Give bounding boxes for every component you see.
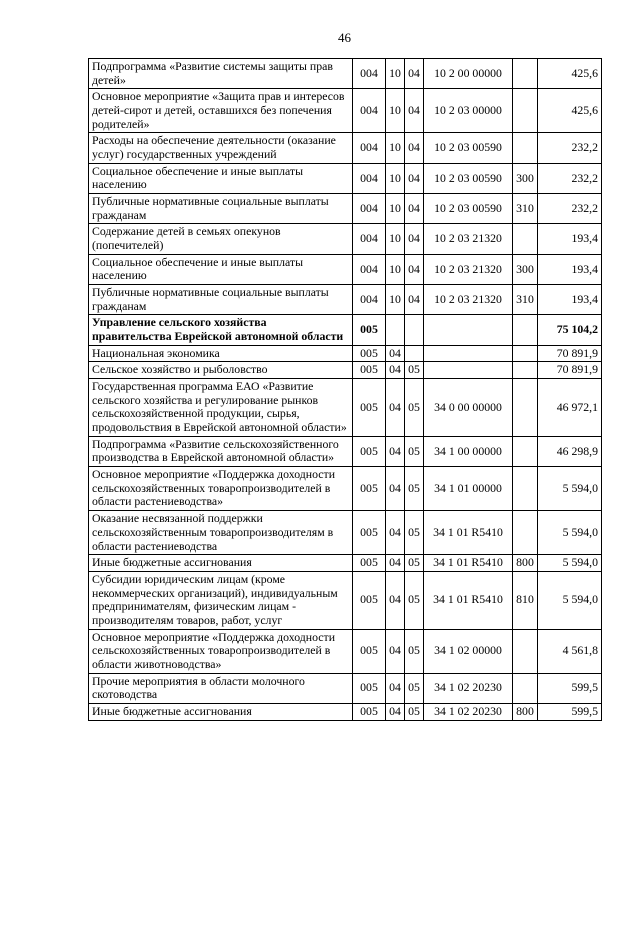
cell-grbs: 005 — [353, 571, 386, 629]
cell-vr: 310 — [513, 285, 538, 315]
cell-pr — [405, 315, 424, 345]
table-row — [89, 89, 602, 133]
cell-rz: 10 — [386, 285, 405, 315]
cell-pr: 05 — [405, 362, 424, 379]
cell-grbs: 004 — [353, 254, 386, 284]
cell-csr: 10 2 03 21320 — [424, 285, 513, 315]
cell-vr — [513, 59, 538, 89]
cell-pr: 05 — [405, 571, 424, 629]
cell-rz: 04 — [386, 673, 405, 703]
cell-grbs: 005 — [353, 436, 386, 466]
cell-sum: 232,2 — [538, 133, 602, 163]
cell-vr — [513, 133, 538, 163]
cell-pr: 04 — [405, 285, 424, 315]
cell-pr: 04 — [405, 89, 424, 133]
cell-name: Публичные нормативные социальные выплаты гражданам — [89, 194, 353, 224]
cell-vr: 800 — [513, 703, 538, 720]
cell-grbs: 005 — [353, 379, 386, 437]
cell-vr: 310 — [513, 194, 538, 224]
cell-vr: 800 — [513, 555, 538, 572]
cell-pr: 05 — [405, 379, 424, 437]
cell-grbs: 004 — [353, 133, 386, 163]
cell-name: Основное мероприятие «Поддержка доходности сельскохозяйственных товаропроизводителей в области растениеводства» — [89, 467, 353, 511]
table-row — [89, 133, 602, 163]
cell-rz: 10 — [386, 133, 405, 163]
document-page — [0, 30, 640, 721]
cell-pr: 05 — [405, 629, 424, 673]
cell-sum: 193,4 — [538, 285, 602, 315]
cell-name: Социальное обеспечение и иные выплаты населению — [89, 163, 353, 193]
cell-csr: 10 2 03 00590 — [424, 163, 513, 193]
cell-vr — [513, 436, 538, 466]
cell-sum: 46 298,9 — [538, 436, 602, 466]
table-row — [89, 379, 602, 437]
cell-name: Основное мероприятие «Защита прав и интересов детей-сирот и детей, оставшихся без попечения родителей» — [89, 89, 353, 133]
cell-vr — [513, 345, 538, 362]
cell-sum: 70 891,9 — [538, 345, 602, 362]
cell-rz: 04 — [386, 511, 405, 555]
cell-name: Прочие мероприятия в области молочного скотоводства — [89, 673, 353, 703]
cell-rz: 04 — [386, 362, 405, 379]
cell-grbs: 005 — [353, 555, 386, 572]
cell-csr: 34 1 02 20230 — [424, 673, 513, 703]
cell-pr: 04 — [405, 194, 424, 224]
cell-sum: 75 104,2 — [538, 315, 602, 345]
cell-vr — [513, 315, 538, 345]
cell-pr: 04 — [405, 224, 424, 254]
cell-pr: 05 — [405, 703, 424, 720]
cell-csr: 10 2 03 00590 — [424, 194, 513, 224]
cell-vr — [513, 89, 538, 133]
cell-name: Подпрограмма «Развитие системы защиты прав детей» — [89, 59, 353, 89]
table-row — [89, 163, 602, 193]
table-row — [89, 436, 602, 466]
cell-vr — [513, 362, 538, 379]
cell-csr: 10 2 03 00590 — [424, 133, 513, 163]
table-row — [89, 629, 602, 673]
cell-grbs: 004 — [353, 194, 386, 224]
table-row — [89, 59, 602, 89]
cell-name: Субсидии юридическим лицам (кроме некоммерческих организаций), индивидуальным предпринимателям, физическим лицам - производителям товаров, работ, услуг — [89, 571, 353, 629]
cell-rz: 10 — [386, 59, 405, 89]
cell-grbs: 004 — [353, 224, 386, 254]
cell-pr: 04 — [405, 59, 424, 89]
cell-rz: 04 — [386, 555, 405, 572]
cell-csr — [424, 315, 513, 345]
budget-table-body — [89, 59, 602, 721]
cell-pr: 04 — [405, 163, 424, 193]
cell-sum: 425,6 — [538, 59, 602, 89]
cell-csr: 34 1 01 R5410 — [424, 571, 513, 629]
cell-sum: 5 594,0 — [538, 571, 602, 629]
cell-rz: 10 — [386, 163, 405, 193]
cell-rz — [386, 315, 405, 345]
cell-grbs: 005 — [353, 345, 386, 362]
cell-csr: 34 1 01 R5410 — [424, 511, 513, 555]
cell-csr — [424, 345, 513, 362]
cell-grbs: 005 — [353, 673, 386, 703]
cell-rz: 10 — [386, 194, 405, 224]
table-row — [89, 362, 602, 379]
cell-pr: 05 — [405, 467, 424, 511]
cell-pr: 05 — [405, 673, 424, 703]
cell-name: Оказание несвязанной поддержки сельскохозяйственным товаропроизводителям в области растениеводства — [89, 511, 353, 555]
cell-sum: 5 594,0 — [538, 555, 602, 572]
cell-rz: 04 — [386, 703, 405, 720]
cell-grbs: 005 — [353, 703, 386, 720]
cell-grbs: 004 — [353, 285, 386, 315]
cell-rz: 04 — [386, 467, 405, 511]
cell-sum: 5 594,0 — [538, 467, 602, 511]
cell-rz: 10 — [386, 224, 405, 254]
cell-name: Социальное обеспечение и иные выплаты населению — [89, 254, 353, 284]
cell-name: Подпрограмма «Развитие сельскохозяйственного производства в Еврейской автономной области» — [89, 436, 353, 466]
cell-pr: 05 — [405, 555, 424, 572]
table-row — [89, 224, 602, 254]
cell-rz: 10 — [386, 254, 405, 284]
cell-vr — [513, 629, 538, 673]
cell-name: Управление сельского хозяйства правительства Еврейской автономной области — [89, 315, 353, 345]
cell-sum: 599,5 — [538, 673, 602, 703]
cell-vr — [513, 673, 538, 703]
cell-rz: 04 — [386, 571, 405, 629]
cell-sum: 193,4 — [538, 254, 602, 284]
cell-grbs: 005 — [353, 629, 386, 673]
cell-sum: 193,4 — [538, 224, 602, 254]
table-row — [89, 571, 602, 629]
cell-csr: 34 1 02 00000 — [424, 629, 513, 673]
cell-vr — [513, 379, 538, 437]
table-row — [89, 703, 602, 720]
cell-sum: 4 561,8 — [538, 629, 602, 673]
cell-vr: 300 — [513, 163, 538, 193]
cell-pr: 04 — [405, 133, 424, 163]
cell-sum: 425,6 — [538, 89, 602, 133]
cell-rz: 04 — [386, 629, 405, 673]
cell-name: Иные бюджетные ассигнования — [89, 555, 353, 572]
table-row — [89, 555, 602, 572]
cell-vr: 300 — [513, 254, 538, 284]
table-row — [89, 194, 602, 224]
table-row — [89, 285, 602, 315]
cell-name: Государственная программа ЕАО «Развитие сельского хозяйства и регулирование рынков сельскохозяйственной продукции, сырья, продовольствия в Еврейской автономной области» — [89, 379, 353, 437]
budget-table — [88, 58, 602, 721]
page-number: 46 — [338, 30, 351, 45]
table-row — [89, 511, 602, 555]
cell-pr: 04 — [405, 254, 424, 284]
cell-name: Национальная экономика — [89, 345, 353, 362]
cell-vr: 810 — [513, 571, 538, 629]
cell-name: Расходы на обеспечение деятельности (оказание услуг) государственных учреждений — [89, 133, 353, 163]
cell-grbs: 004 — [353, 89, 386, 133]
table-row — [89, 467, 602, 511]
cell-csr: 34 1 02 20230 — [424, 703, 513, 720]
cell-csr: 34 1 01 R5410 — [424, 555, 513, 572]
cell-rz: 10 — [386, 89, 405, 133]
cell-name: Содержание детей в семьях опекунов (попечителей) — [89, 224, 353, 254]
cell-grbs: 005 — [353, 511, 386, 555]
cell-vr — [513, 467, 538, 511]
cell-pr: 05 — [405, 436, 424, 466]
cell-csr: 10 2 03 21320 — [424, 254, 513, 284]
cell-csr: 34 0 00 00000 — [424, 379, 513, 437]
table-row — [89, 315, 602, 345]
table-row — [89, 673, 602, 703]
cell-sum: 5 594,0 — [538, 511, 602, 555]
cell-sum: 232,2 — [538, 163, 602, 193]
cell-sum: 599,5 — [538, 703, 602, 720]
cell-grbs: 004 — [353, 163, 386, 193]
cell-csr: 34 1 01 00000 — [424, 467, 513, 511]
cell-csr: 34 1 00 00000 — [424, 436, 513, 466]
cell-sum: 46 972,1 — [538, 379, 602, 437]
cell-vr — [513, 224, 538, 254]
cell-vr — [513, 511, 538, 555]
cell-grbs: 004 — [353, 59, 386, 89]
cell-sum: 232,2 — [538, 194, 602, 224]
cell-pr: 05 — [405, 511, 424, 555]
cell-name: Сельское хозяйство и рыболовство — [89, 362, 353, 379]
cell-name: Основное мероприятие «Поддержка доходности сельскохозяйственных товаропроизводителей в области животноводства» — [89, 629, 353, 673]
cell-csr: 10 2 03 00000 — [424, 89, 513, 133]
cell-grbs: 005 — [353, 467, 386, 511]
cell-rz: 04 — [386, 379, 405, 437]
cell-csr: 10 2 00 00000 — [424, 59, 513, 89]
cell-rz: 04 — [386, 345, 405, 362]
cell-rz: 04 — [386, 436, 405, 466]
cell-pr — [405, 345, 424, 362]
cell-name: Публичные нормативные социальные выплаты гражданам — [89, 285, 353, 315]
cell-csr — [424, 362, 513, 379]
cell-name: Иные бюджетные ассигнования — [89, 703, 353, 720]
cell-grbs: 005 — [353, 315, 386, 345]
cell-sum: 70 891,9 — [538, 362, 602, 379]
table-row — [89, 345, 602, 362]
cell-csr: 10 2 03 21320 — [424, 224, 513, 254]
cell-grbs: 005 — [353, 362, 386, 379]
table-row — [89, 254, 602, 284]
